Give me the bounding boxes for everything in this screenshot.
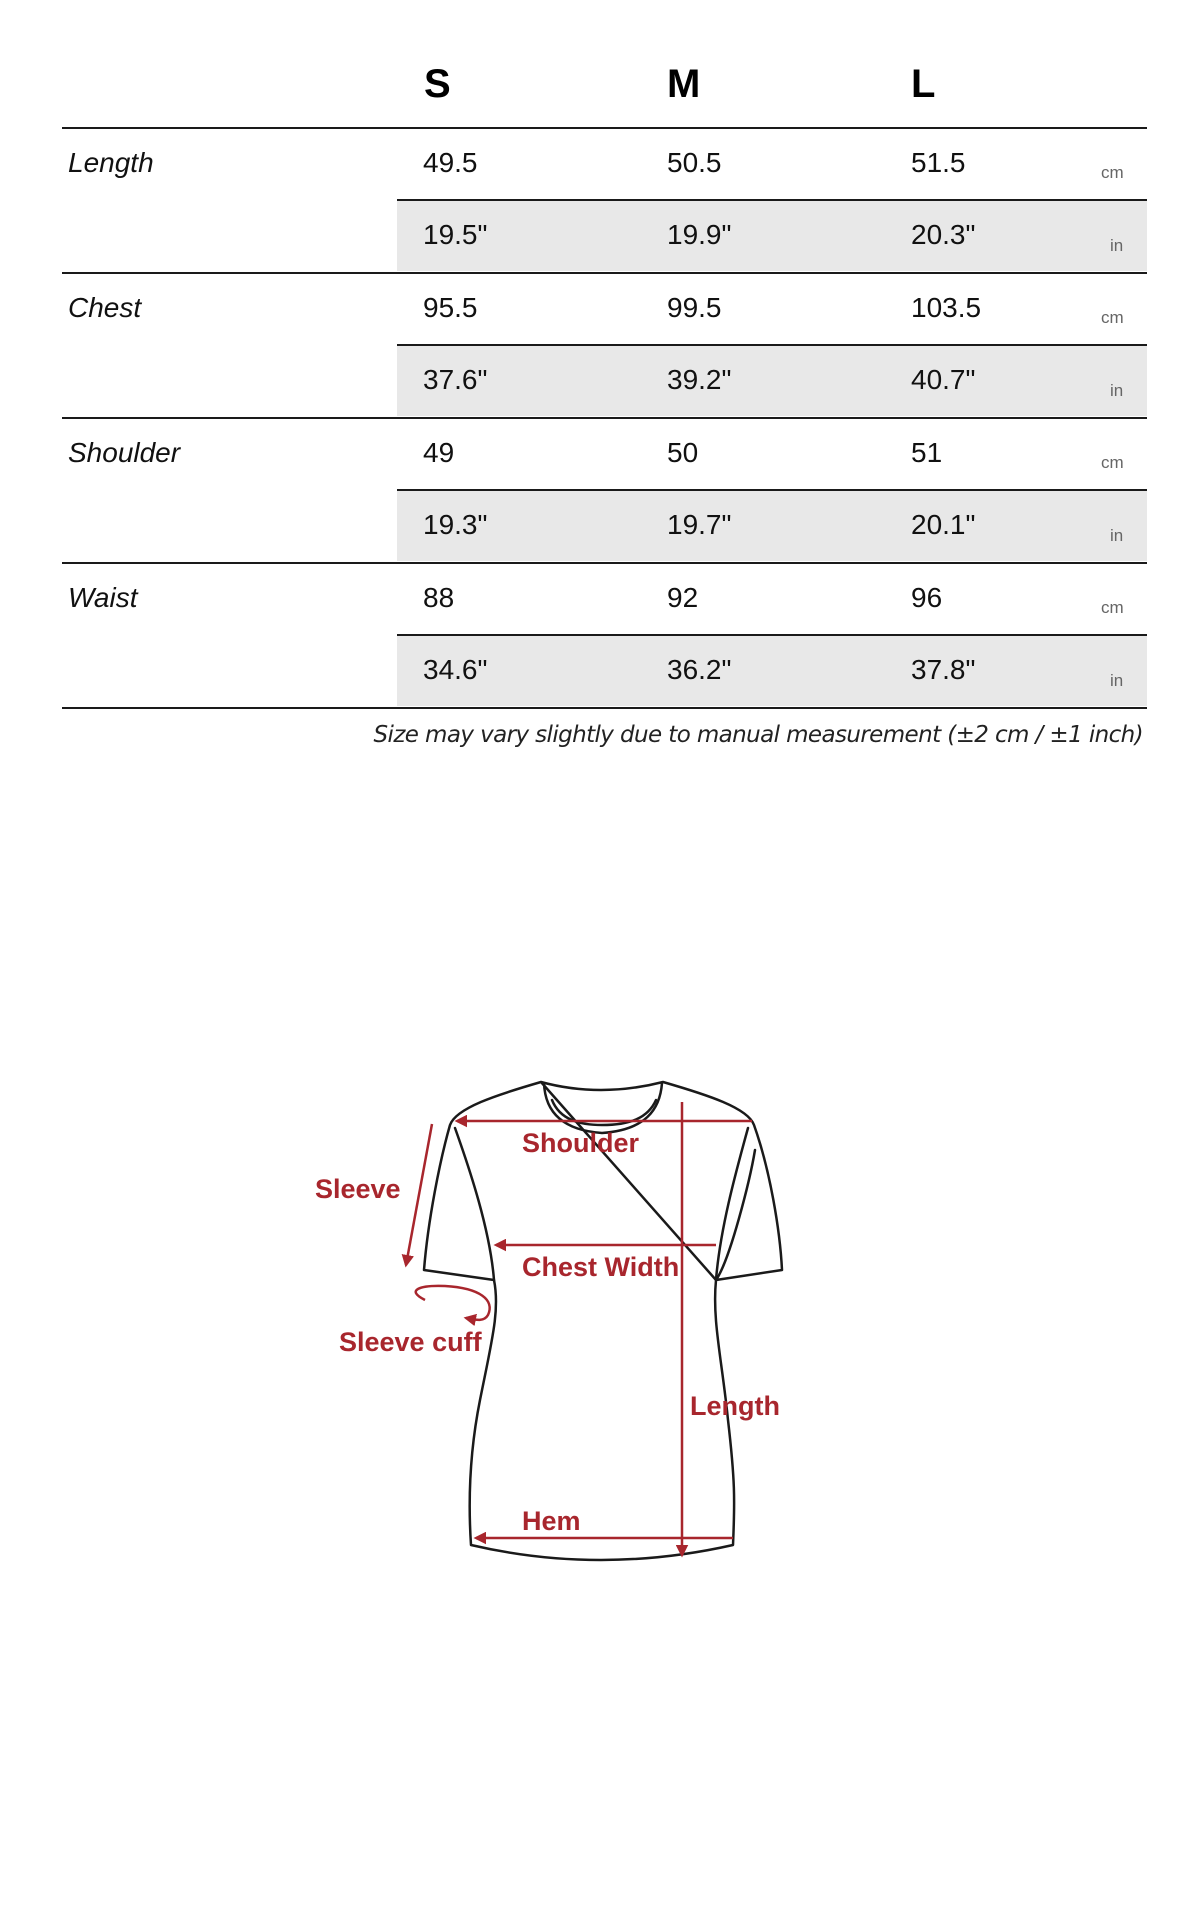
waist-s-in: 34.6" — [423, 654, 488, 685]
sleeve-arrow — [406, 1124, 432, 1265]
sleeve-label: Sleeve — [315, 1174, 401, 1204]
shoulder-m-in: 19.7" — [667, 509, 732, 540]
unit-cm: cm — [1101, 163, 1124, 182]
length-l-in: 20.3" — [911, 219, 976, 250]
divider — [397, 344, 1147, 346]
shoulder-label: Shoulder — [522, 1128, 640, 1158]
length-s-cm: 49.5 — [423, 147, 478, 178]
divider — [397, 634, 1147, 636]
waist-s-cm: 88 — [423, 582, 455, 613]
unit-cm: cm — [1101, 598, 1124, 617]
divider — [397, 489, 1147, 491]
length-l-cm: 51.5 — [911, 147, 966, 178]
shoulder-s-in: 19.3" — [423, 509, 488, 540]
shoulder-l-cm: 51 — [911, 437, 943, 468]
chest-s-in: 37.6" — [423, 364, 488, 395]
waist-l-in: 37.8" — [911, 654, 976, 685]
inch-row-bg — [397, 200, 1147, 271]
row-label-length: Length — [68, 147, 154, 178]
size-s-header: S — [424, 62, 451, 106]
chest-l-cm: 103.5 — [911, 292, 982, 323]
chest-s-cm: 95.5 — [423, 292, 478, 323]
divider — [62, 562, 1147, 564]
chest-m-in: 39.2" — [667, 364, 732, 395]
size-l-header: L — [911, 62, 936, 106]
row-label-shoulder: Shoulder — [68, 437, 181, 468]
divider — [62, 417, 1147, 419]
unit-in: in — [1110, 671, 1124, 690]
unit-cm: cm — [1101, 308, 1124, 327]
unit-cm: cm — [1101, 453, 1124, 472]
shoulder-l-in: 20.1" — [911, 509, 976, 540]
measurement-note: Size may vary slightly due to manual measurement (±2 cm / ±1 inch) — [373, 722, 1143, 748]
length-label: Length — [690, 1391, 780, 1421]
size-header — [0, 62, 1200, 122]
unit-in: in — [1110, 526, 1124, 545]
chest-l-in: 40.7" — [911, 364, 976, 395]
unit-in: in — [1110, 381, 1124, 400]
divider — [62, 127, 1147, 129]
length-s-in: 19.5" — [423, 219, 488, 250]
length-m-cm: 50.5 — [667, 147, 722, 178]
waist-l-cm: 96 — [911, 582, 943, 613]
chest-width-label: Chest Width — [522, 1252, 680, 1282]
shoulder-s-cm: 49 — [423, 437, 455, 468]
sleeve-cuff-arrow — [416, 1286, 490, 1320]
divider — [397, 199, 1147, 201]
hem-label: Hem — [522, 1506, 581, 1536]
row-label-chest: Chest — [68, 292, 142, 323]
unit-in: in — [1110, 236, 1124, 255]
inch-row-bg — [397, 635, 1147, 706]
divider — [62, 707, 1147, 709]
waist-m-in: 36.2" — [667, 654, 732, 685]
length-m-in: 19.9" — [667, 219, 732, 250]
size-m-header: M — [667, 62, 701, 106]
chest-m-cm: 99.5 — [667, 292, 722, 323]
waist-m-cm: 92 — [667, 582, 699, 613]
row-label-waist: Waist — [68, 582, 138, 613]
inch-row-bg — [397, 490, 1147, 561]
divider — [62, 272, 1147, 274]
t-shirt-icon — [424, 1082, 782, 1560]
inch-row-bg — [397, 345, 1147, 416]
sleeve-cuff-label: Sleeve cuff — [339, 1327, 482, 1357]
shoulder-m-cm: 50 — [667, 437, 699, 468]
